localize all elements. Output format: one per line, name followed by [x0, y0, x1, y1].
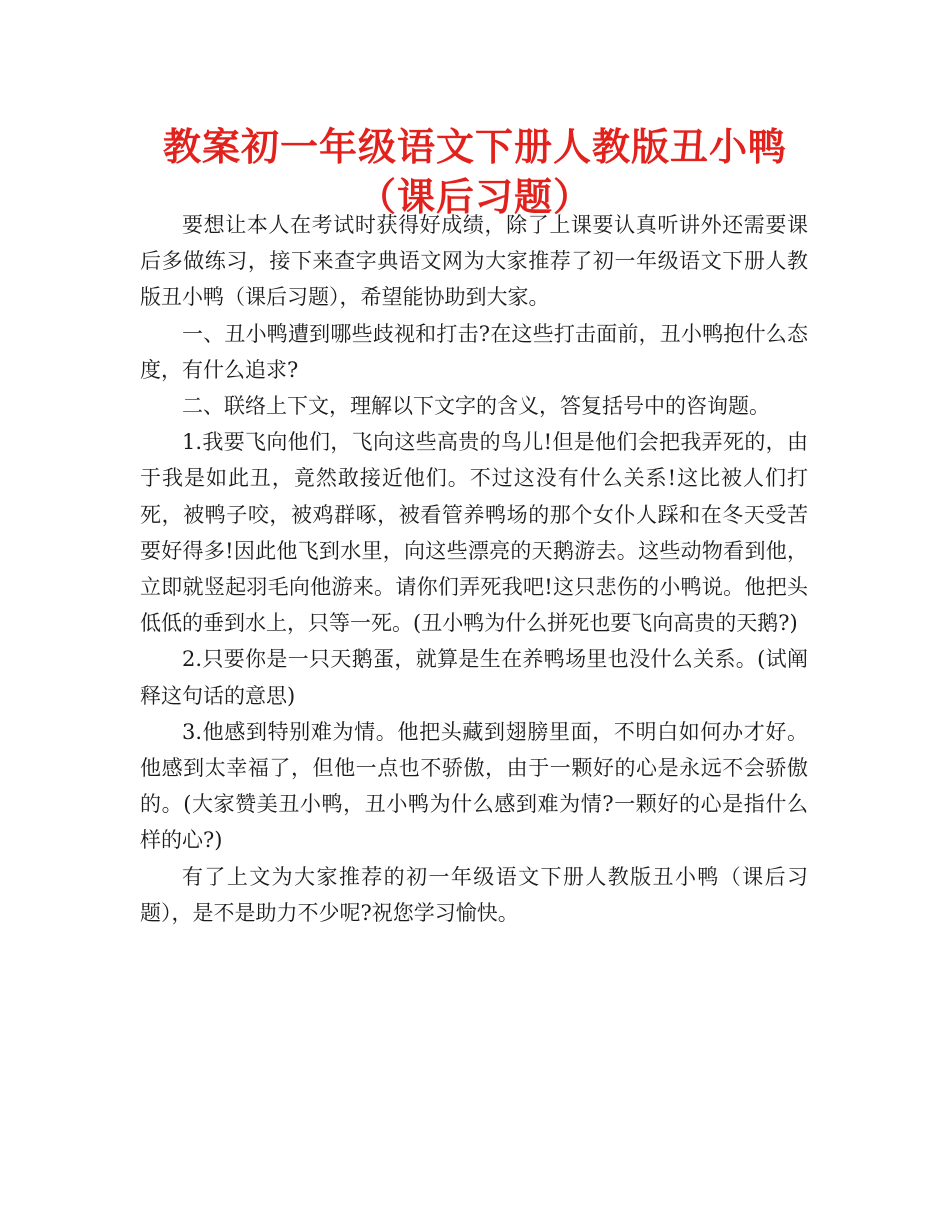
paragraph-question-2: 二、联络上下文，理解以下文字的含义，答复括号中的咨询题。: [182, 394, 770, 419]
paragraph-closing: 有了上文为大家推荐的初一年级语文下册人教版丑小鸭（课后习题），是不是助力不少呢?祝您学习愉快。: [140, 864, 808, 925]
paragraph-question-1: 一、丑小鸭遭到哪些歧视和打击?在这些打击面前，丑小鸭抱什么态度，有什么追求?: [140, 321, 808, 382]
document-title: 教案初一年级语文下册人教版丑小鸭（课后习题）: [162, 125, 787, 219]
paragraph-item-3: 3.他感到特别难为情。他把头藏到翅膀里面，不明白如何办才好。他感到太幸福了，但他一点也不骄傲，由于一颗好的心是永远不会骄傲的。(大家赞美丑小鸭，丑小鸭为什么感到难为情?一颗好的心是指什么样的心?): [140, 719, 808, 853]
document-body: [140, 207, 808, 931]
paragraph-item-2: 2.只要你是一只天鹅蛋，就算是生在养鸭场里也没什么关系。(试阐释这句话的意思): [140, 647, 808, 708]
paragraph-item-1: 1.我要飞向他们，飞向这些高贵的鸟儿!但是他们会把我弄死的，由于我是如此丑，竟然敢接近他们。不过这没有什么关系!这比被人们打死，被鸭子咬，被鸡群啄，被看管养鸭场的那个女仆人踩和在冬天受苦要好得多!因此他飞到水里，向这些漂亮的天鹅游去。这些动物看到他，立即就竖起羽毛向他游来。请你们弄死我吧!这只悲伤的小鸭说。他把头低低的垂到水上，只等一死。(丑小鸭为什么拼死也要飞向高贵的天鹅?): [140, 430, 808, 636]
paragraph-intro: 要想让本人在考试时获得好成绩，除了上课要认真听讲外还需要课后多做练习，接下来查字典语文网为大家推荐了初一年级语文下册人教版丑小鸭（课后习题），希望能协助到大家。: [140, 213, 808, 310]
